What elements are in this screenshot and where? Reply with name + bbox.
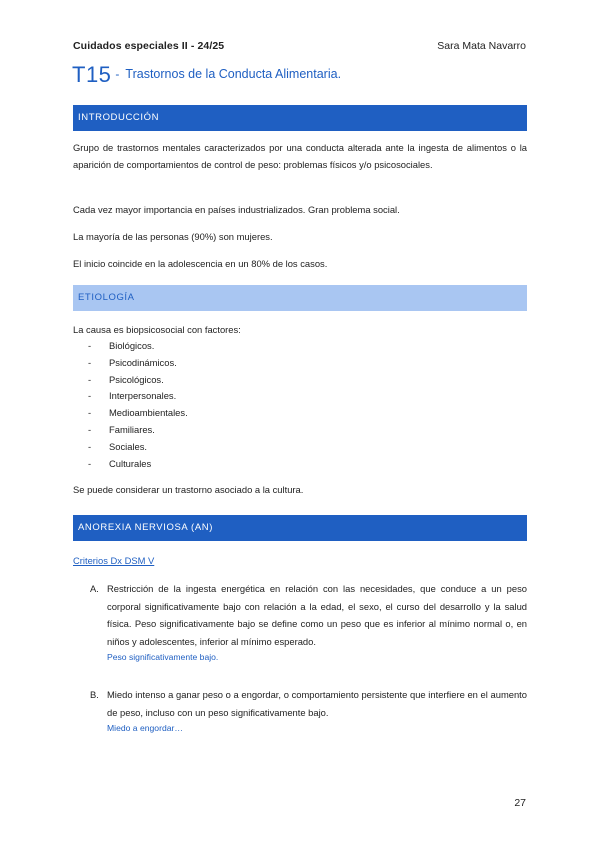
intro-paragraph: Grupo de trastornos mentales caracterizados por una conducta alterada ante la ingesta de alimentos o la aparición de comportamientos de control de peso: problemas físicos y/o psicosociales. [73,142,527,171]
list-item [88,372,188,389]
bullet-dash: - [88,457,92,469]
intro-paragraph: El inicio coincide en la adolescencia en un 80% de los casos. [73,258,328,269]
factor-label: Familiares. [109,423,155,435]
factor-label: Medioambientales. [109,407,188,419]
bullet-dash: - [88,407,92,419]
criteria-dsm-link[interactable]: Criterios Dx DSM V [73,555,155,566]
page-number: 27 [514,797,526,809]
factor-label: Biológicos. [109,340,155,351]
list-item [88,439,188,456]
etiology-closing: Se puede considerar un trastorno asociado a la cultura. [73,484,304,495]
factor-label: Sociales. [109,440,148,452]
section-heading-anorexia: ANOREXIA NERVIOSA (AN) [73,515,527,541]
bullet-dash: - [88,390,92,402]
criterion-note: Peso significativamente bajo. [107,652,219,662]
course-header: Cuidados especiales II - 24/25 [73,40,225,52]
factor-label: Interpersonales. [109,390,177,402]
criterion-letter: B. [90,689,99,700]
factor-label: Psicológicos. [109,373,164,385]
intro-paragraph: Cada vez mayor importancia en países industrializados. Gran problema social. [73,204,400,215]
list-item [88,388,188,405]
topic-number: T15 [72,62,112,87]
section-heading-etiologia: ETIOLOGÍA [73,285,527,311]
list-item [88,405,188,422]
factor-label: Psicodinámicos. [109,356,177,368]
bullet-dash: - [88,340,92,351]
section-heading-introduccion: INTRODUCCIÓN [73,105,527,131]
title-separator: - [115,67,120,81]
bullet-dash: - [88,440,92,452]
criterion-letter: A. [90,583,99,594]
factor-list [88,338,188,472]
page-title [72,62,341,88]
criterion-text: Miedo intenso a ganar peso o a engordar, o comportamiento persistente que interfiere en el aumento de peso, incluso con un peso significativamente bajo. [107,689,527,718]
criterion-note: Miedo a engordar… [107,723,183,733]
bullet-dash: - [88,373,92,385]
list-item [88,338,188,355]
etiology-lead: La causa es biopsicosocial con factores: [73,324,241,335]
author-header: Sara Mata Navarro [437,40,526,52]
intro-paragraph: La mayoría de las personas (90%) son mujeres. [73,231,273,242]
bullet-dash: - [88,356,92,368]
criterion-a [90,580,527,664]
list-item [88,456,188,473]
bullet-dash: - [88,423,92,435]
criterion-b [90,686,527,735]
criterion-text: Restricción de la ingesta energética en relación con las necesidades, que conduce a un peso corporal significativamente bajo con relación a la edad, el sexo, el curso del desarrollo y la salud física. Peso significativamente bajo se define como un peso que es inferior al mínimo normal o, en niños y adolescentes, inferior al mínimo esperado. [107,583,527,647]
topic-title: Trastornos de la Conducta Alimentaria. [125,67,342,81]
list-item [88,422,188,439]
list-item [88,355,188,372]
factor-label: Culturales [109,457,152,469]
